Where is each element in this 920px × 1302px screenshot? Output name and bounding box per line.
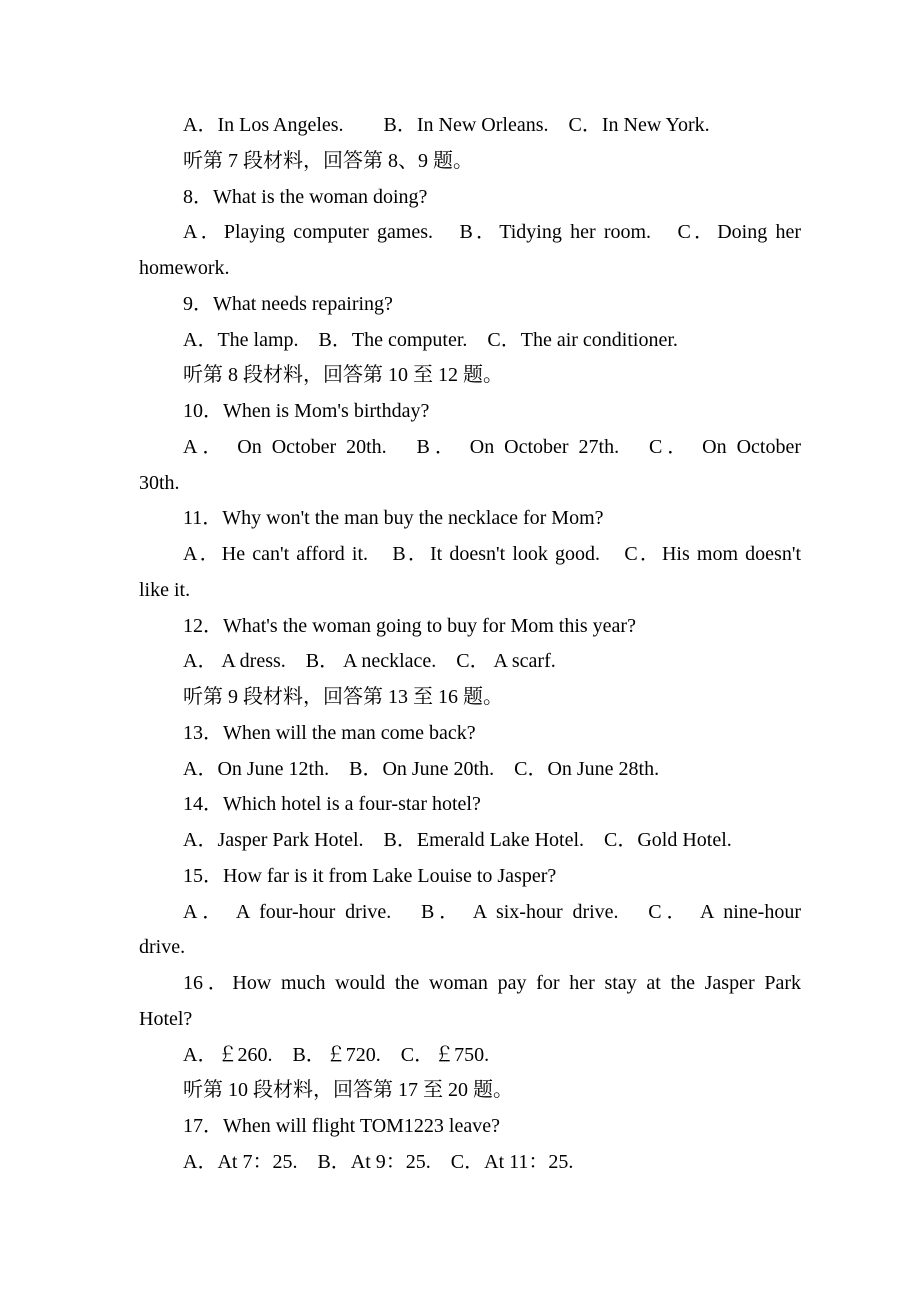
text-line: A．In Los Angeles. B．In New Orleans. C．In New York. [183, 114, 710, 136]
text-line: 听第 9 段材料，回答第 13 至 16 题。 [183, 686, 503, 708]
text-line: A．The lamp. B．The computer. C．The air conditioner. [183, 328, 678, 351]
text-line: 10．When is Mom's birthday? [183, 400, 430, 422]
text-line: A．￡260. B．￡720. C．￡750. [183, 1043, 490, 1066]
text-line: 9．What needs repairing? [183, 292, 393, 315]
text-line: A．Playing computer games. B．Tidying her room. C．Doing her [183, 221, 801, 244]
text-line: 听第 10 段材料，回答第 17 至 20 题。 [183, 1079, 513, 1102]
text-line: 听第 8 段材料，回答第 10 至 12 题。 [183, 364, 503, 387]
text-line: A． A dress. B． A necklace. C． A scarf. [183, 650, 556, 673]
text-line: 17．When will flight TOM1223 leave? [183, 1115, 500, 1137]
text-line: 14．Which hotel is a four-star hotel? [183, 793, 481, 816]
text-line: 30th. [139, 471, 180, 494]
text-line: A．Jasper Park Hotel. B．Emerald Lake Hotel. C．Gold Hotel. [183, 829, 732, 851]
text-line: homework. [139, 257, 230, 279]
text-line: drive. [139, 936, 186, 959]
text-line: A．He can't afford it. B．It doesn't look good. C．His mom doesn't [183, 543, 801, 565]
text-line: 8．What is the woman doing? [183, 185, 428, 208]
text-line: A． On October 20th. B． On October 27th. C． On October [183, 435, 801, 458]
text-line: 12．What's the woman going to buy for Mom this year? [183, 614, 636, 637]
document-body [139, 108, 801, 1181]
text-line: A．On June 12th. B．On June 20th. C．On June 28th. [183, 757, 660, 780]
text-line: A． A four-hour drive. B． A six-hour drive. C． A nine-hour [183, 900, 801, 923]
text-line: Hotel? [139, 1007, 193, 1030]
text-line: 11．Why won't the man buy the necklace for Mom? [183, 507, 604, 530]
text-line: like it. [139, 578, 191, 601]
text-line: A．At 7：25. B．At 9：25. C．At 11：25. [183, 1150, 574, 1173]
text-line: 13．When will the man come back? [183, 721, 476, 744]
text-line: 15．How far is it from Lake Louise to Jasper? [183, 864, 557, 887]
text-line: 16．How much would the woman pay for her stay at the Jasper Park [183, 972, 801, 994]
text-line: 听第 7 段材料，回答第 8、9 题。 [183, 149, 473, 172]
